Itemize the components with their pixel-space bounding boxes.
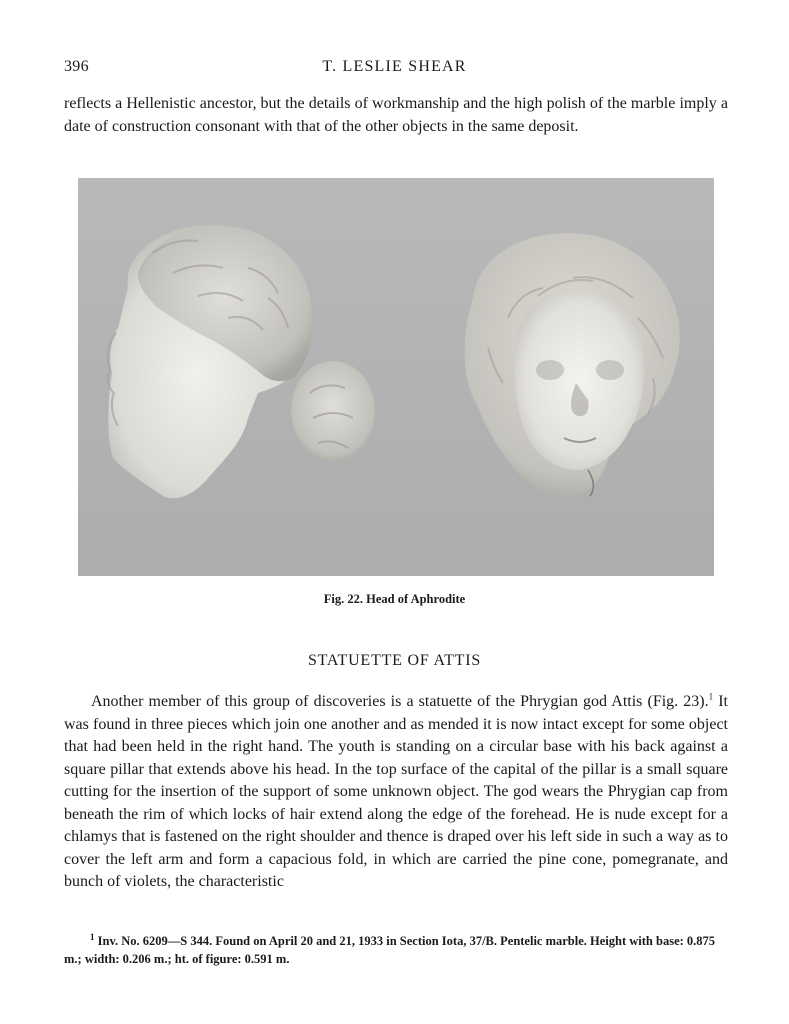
intro-paragraph: reflects a Hellenistic ancestor, but the details of workmanship and the high polish of the marble imply a date of construction consonant with that of the other objects in the same deposit. [64, 95, 728, 135]
page-number: 396 [64, 58, 89, 75]
running-head: T. LESLIE SHEAR [322, 58, 467, 75]
aphrodite-head-profile [108, 225, 375, 498]
footnote [64, 932, 728, 968]
figure-caption: Fig. 22. Head of Aphrodite [323, 592, 466, 606]
footnote-reference[interactable]: 1 [708, 691, 714, 702]
body-paragraph [64, 691, 728, 894]
figure-photograph [78, 178, 714, 576]
body-paragraph-rest: It was found in three pieces which join one another and as mended it is now intact except for some object that had been held in the right hand. The youth is standing on a circular base with his back against a square pillar that extends above his head. In the top surface of the capital of the pillar is a small square cutting for the insertion of the support of some unknown object. The god wears the Phrygian cap from beneath the rim of which locks of hair extend along the edge of the forehead. He is nude except for a chlamys that is fastened on the right shoulder and thence is draped over his left side in such a way as to cover the left arm and form a capacious fold, in which are carried the pine cone, pomegranate, and bunch of violets, the characteristic [64, 693, 728, 890]
footnote-text: Inv. No. 6209—S 344. Found on April 20 and 21, 1933 in Section Iota, 37/B. Pentelic marble. Height with base: 0.875 m.; width: 0.206 m.; ht. of figure: 0.591 m. [64, 934, 716, 966]
body-paragraph-start: Another member of this group of discoveries is a statuette of the Phrygian god Attis (Fig. 23). [91, 693, 709, 710]
aphrodite-head-frontal [465, 233, 680, 497]
footnote-mark: 1 [90, 931, 95, 942]
section-heading: STATUETTE OF ATTIS [307, 652, 482, 669]
